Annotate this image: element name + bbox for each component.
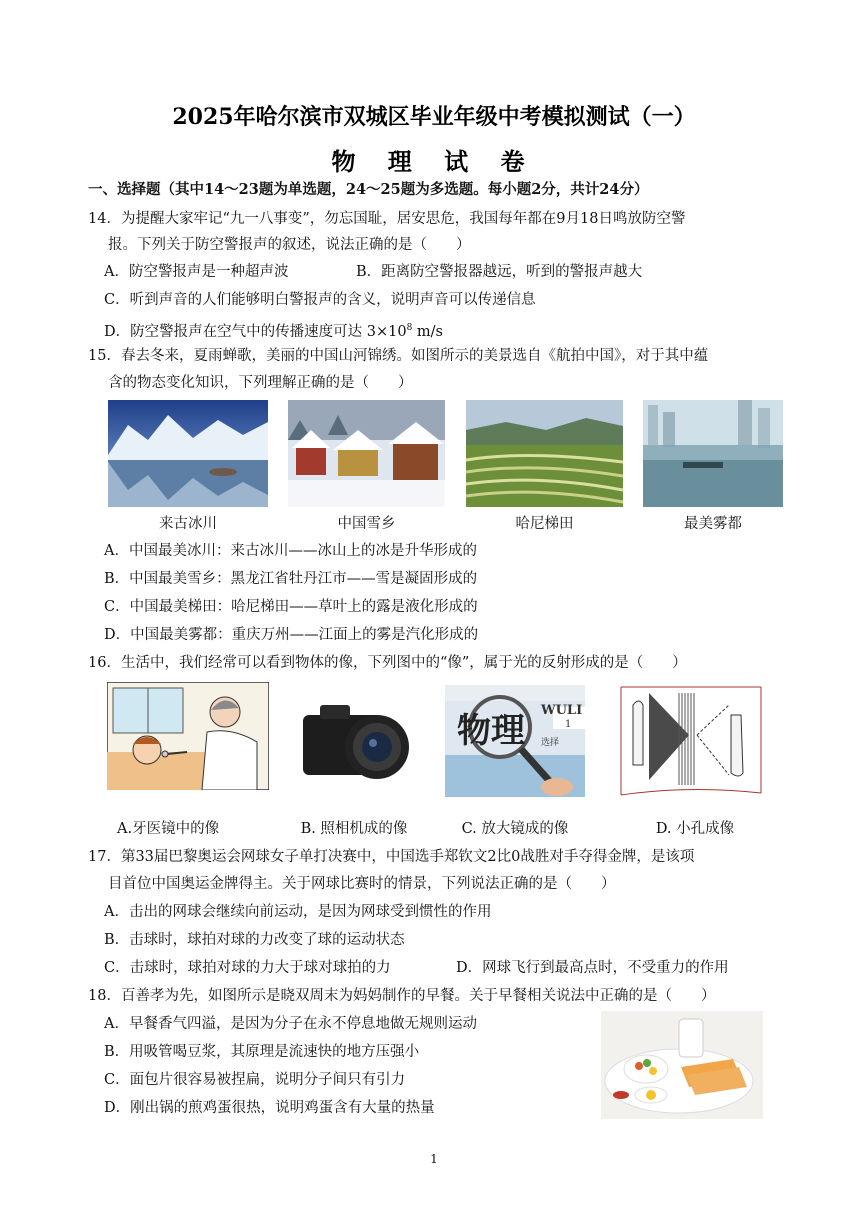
q17-stem-line2: 目首位中国奥运金牌得主。关于网球比赛时的情景，下列说法正确的是（ ） bbox=[108, 876, 616, 892]
terrace-photo bbox=[466, 400, 623, 507]
q14-stem-line2: 报。下列关于防空警报声的叙述，说法正确的是（ ） bbox=[108, 237, 471, 253]
q17-option-a: A．击出的网球会继续向前运动，是因为网球受到惯性的作用 bbox=[104, 904, 492, 920]
breakfast-photo bbox=[601, 1011, 763, 1119]
magnifier-book-photo bbox=[445, 685, 585, 797]
q17-option-d: D．网球飞行到最高点时，不受重力的作用 bbox=[456, 960, 729, 976]
q14-option-d-text: D．防空警报声在空气中的传播速度可达 3×10 bbox=[104, 323, 407, 340]
q16-stem: 16．生活中，我们经常可以看到物体的像，下列图中的“像”，属于光的反射形成的是（ ） bbox=[88, 655, 687, 671]
q14-option-c: C．听到声音的人们能够明白警报声的含义，说明声音可以传递信息 bbox=[104, 292, 536, 308]
book-subtitle: 选择 bbox=[541, 738, 560, 748]
dentist-mirror-illustration bbox=[107, 682, 269, 790]
q14-option-a: A．防空警报声是一种超声波 bbox=[104, 264, 289, 280]
q15-stem-line2: 含的物态变化知识，下列理解正确的是（ ） bbox=[108, 375, 413, 391]
caption-glacier: 来古冰川 bbox=[159, 516, 217, 532]
book-number: 1 bbox=[565, 719, 572, 730]
q18-stem: 18．百善孝为先，如图所示是晓双周末为妈妈制作的早餐。关于早餐相关说法中正确的是（ ） bbox=[88, 988, 716, 1004]
book-title: 物理 bbox=[457, 711, 525, 751]
caption-snow-town: 中国雪乡 bbox=[337, 516, 396, 532]
q14-option-d bbox=[104, 318, 443, 342]
q14-stem-line1: 14．为提醒大家牢记“九一八事变”，勿忘国耻，居安思危，我国每年都在9月18日鸣放防空警 bbox=[88, 211, 686, 227]
page-number: 1 bbox=[430, 1152, 438, 1166]
q15-option-b: B．中国最美雪乡：黑龙江省牡丹江市——雪是凝固形成的 bbox=[104, 571, 478, 587]
q18-option-d: D．刚出锅的煎鸡蛋很热，说明鸡蛋含有大量的热量 bbox=[104, 1100, 435, 1116]
q18-option-a: A．早餐香气四溢，是因为分子在永不停息地做无规则运动 bbox=[104, 1016, 477, 1032]
q14-option-d-unit: m/s bbox=[412, 323, 443, 340]
q17-stem-line1: 17．第33届巴黎奥运会网球女子单打决赛中，中国选手郑钦文2比0战胜对手夺得金牌，是该项 bbox=[88, 849, 695, 865]
fog-city-photo bbox=[643, 400, 783, 507]
q18-option-c: C．面包片很容易被捏扁，说明分子间只有引力 bbox=[104, 1072, 406, 1088]
q17-option-c: C．击球时，球拍对球的力大于球对球拍的力 bbox=[104, 960, 391, 976]
caption-fog-city: 最美雾都 bbox=[684, 516, 742, 532]
section-heading: 一、选择题（其中14～23题为单选题，24～25题为多选题。每小题2分，共计24分） bbox=[88, 181, 649, 198]
snow-town-photo bbox=[288, 400, 445, 507]
q18-option-b: B．用吸管喝豆浆，其原理是流速快的地方压强小 bbox=[104, 1044, 420, 1060]
exam-subtitle: 物 理 试 卷 bbox=[331, 147, 537, 176]
caption-terrace: 哈尼梯田 bbox=[515, 516, 574, 532]
q14-option-b: B．距离防空警报器越远，听到的警报声越大 bbox=[356, 264, 643, 280]
q15-option-d: D．中国最美雾都：重庆万州——江面上的雾是汽化形成的 bbox=[104, 627, 479, 643]
camera-photo bbox=[295, 685, 420, 793]
q17-option-b: B．击球时，球拍对球的力改变了球的运动状态 bbox=[104, 932, 405, 948]
caption-camera: B. 照相机成的像 bbox=[300, 821, 408, 837]
caption-pinhole: D. 小孔成像 bbox=[655, 821, 735, 837]
q15-stem-line1: 15．春去冬来，夏雨蝉歌，美丽的中国山河锦绣。如图所示的美景选自《航拍中国》，对于其中蕴 bbox=[88, 348, 709, 364]
caption-dentist: A.牙医镜中的像 bbox=[117, 821, 220, 837]
q14-option-d-exponent: 8 bbox=[406, 323, 413, 333]
caption-magnifier: C. 放大镜成的像 bbox=[461, 821, 569, 837]
pinhole-diagram bbox=[619, 685, 763, 797]
q15-option-a: A．中国最美冰川：来古冰川——冰山上的冰是升华形成的 bbox=[104, 543, 477, 559]
book-pinyin: WULI bbox=[541, 703, 583, 718]
glacier-photo bbox=[108, 400, 268, 507]
exam-title: 2025年哈尔滨市双城区毕业年级中考模拟测试（一） bbox=[172, 104, 696, 130]
q15-option-c: C．中国最美梯田：哈尼梯田——草叶上的露是液化形成的 bbox=[104, 599, 478, 615]
